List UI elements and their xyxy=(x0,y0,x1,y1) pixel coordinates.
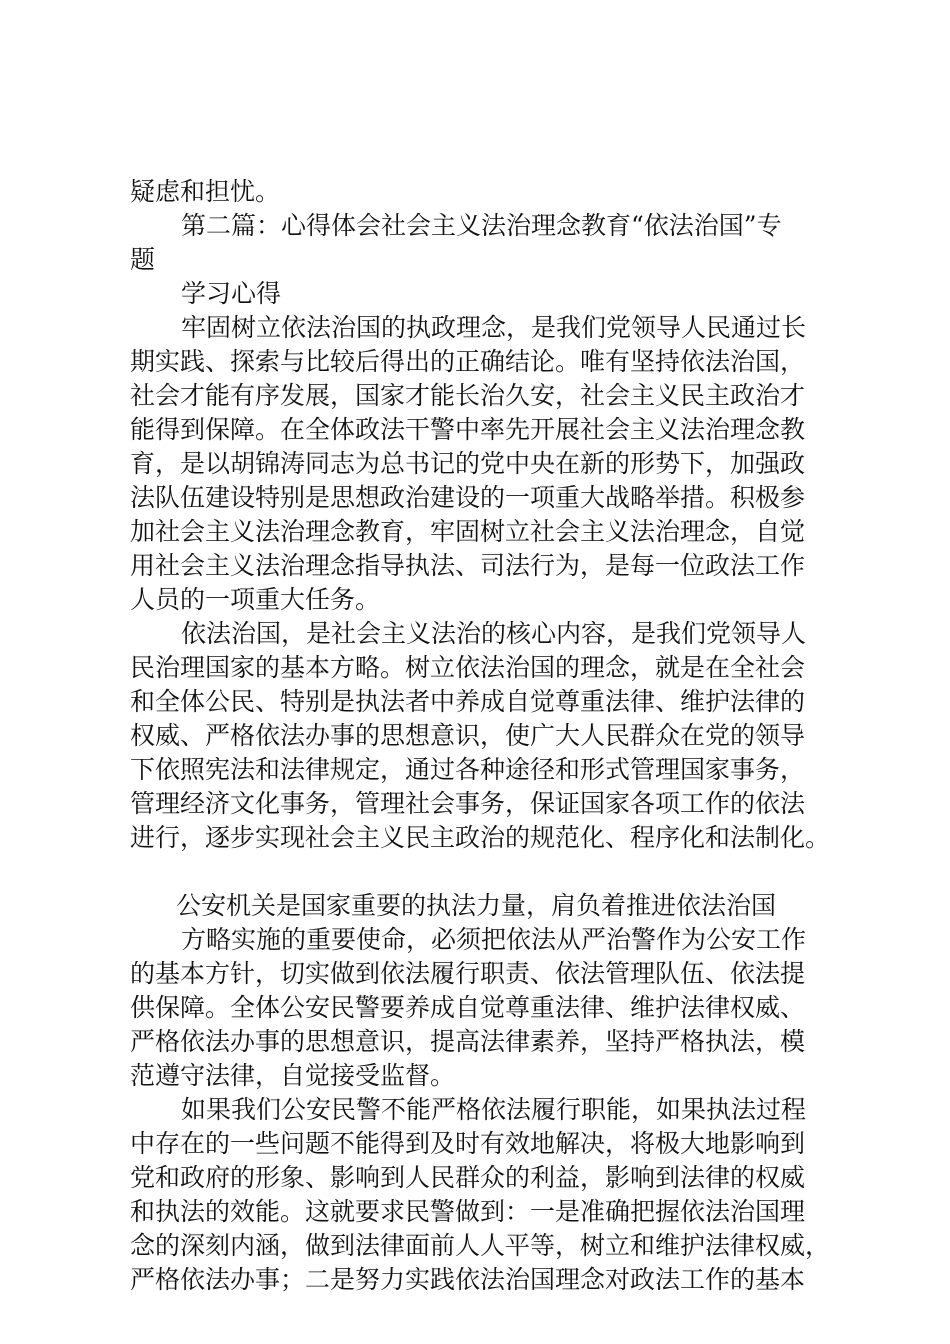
text-line: 党和政府的形象、影响到人民群众的利益，影响到法律的权威 xyxy=(130,1163,806,1192)
text-line: 人员的一项重大任务。 xyxy=(130,585,381,614)
text-line: 育，是以胡锦涛同志为总书记的党中央在新的形势下，加强政 xyxy=(130,449,806,478)
text-line: 和全体公民、特别是执法者中养成自觉尊重法律、维护法律的 xyxy=(130,687,806,716)
text-line: 用社会主义法治理念指导执法、司法行为，是每一位政法工作 xyxy=(130,551,806,580)
text-line: 依法治国，是社会主义法治的核心内容，是我们党领导人 xyxy=(181,619,807,648)
text-line: 牢固树立依法治国的执政理念，是我们党领导人民通过长 xyxy=(181,313,807,342)
text-line: 加社会主义法治理念教育，牢固树立社会主义法治理念，自觉 xyxy=(130,517,806,546)
text-line: 法队伍建设特别是思想政治建设的一项重大战略举措。积极参 xyxy=(130,483,806,512)
text-line: 社会才能有序发展，国家才能长治久安，社会主义民主政治才 xyxy=(130,381,806,410)
section-heading: 第二篇：心得体会社会主义法治理念教育“依法治国”专 xyxy=(181,211,782,240)
text-line: 民治理国家的基本方略。树立依法治国的理念，就是在全社会 xyxy=(130,653,806,682)
text-line: 疑虑和担忧。 xyxy=(130,177,281,206)
text-line: 中存在的一些问题不能得到及时有效地解决，将极大地影响到 xyxy=(130,1129,806,1158)
section-heading-continuation: 题 xyxy=(130,245,156,274)
text-line: 进行，逐步实现社会主义民主政治的规范化、程序化和法制化。 xyxy=(130,823,831,852)
text-line: 范遵守法律，自觉接受监督。 xyxy=(130,1061,456,1090)
text-line: 严格依法办事；二是努力实践依法治国理念对政法工作的基本 xyxy=(130,1265,806,1294)
text-line: 公安机关是国家重要的执法力量，肩负着推进依法治国 xyxy=(176,891,777,920)
text-line: 供保障。全体公安民警要养成自觉尊重法律、维护法律权威、 xyxy=(130,993,806,1022)
text-line: 权威、严格依法办事的思想意识，使广大人民群众在党的领导 xyxy=(130,721,806,750)
text-line: 管理经济文化事务，管理社会事务，保证国家各项工作的依法 xyxy=(130,789,806,818)
text-line: 如果我们公安民警不能严格依法履行职能，如果执法过程 xyxy=(181,1095,807,1124)
text-line: 和执法的效能。这就要求民警做到：一是准确把握依法治国理 xyxy=(130,1197,806,1226)
text-line: 方略实施的重要使命，必须把依法从严治警作为公安工作 xyxy=(181,925,807,954)
text-line: 下依照宪法和法律规定，通过各种途径和形式管理国家事务， xyxy=(130,755,806,784)
text-line: 期实践、探索与比较后得出的正确结论。唯有坚持依法治国， xyxy=(130,347,806,376)
text-line: 严格依法办事的思想意识，提高法律素养，坚持严格执法，模 xyxy=(130,1027,806,1056)
text-line: 能得到保障。在全体政法干警中率先开展社会主义法治理念教 xyxy=(130,415,806,444)
section-subtitle: 学习心得 xyxy=(181,279,282,308)
text-line: 念的深刻内涵，做到法律面前人人平等，树立和维护法律权威， xyxy=(130,1231,831,1260)
text-line: 的基本方针，切实做到依法履行职责、依法管理队伍、依法提 xyxy=(130,959,806,988)
